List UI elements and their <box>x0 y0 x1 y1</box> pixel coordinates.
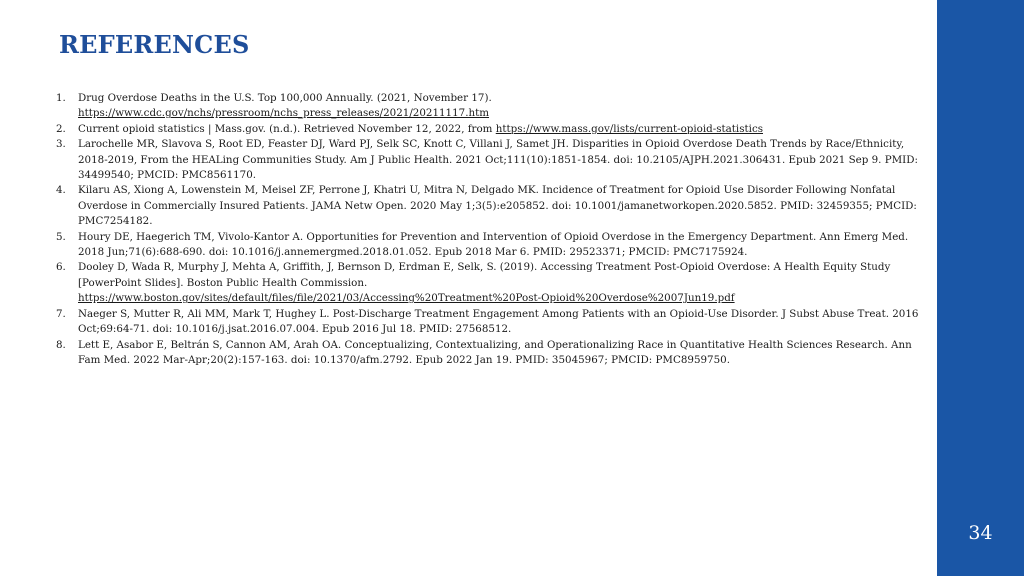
reference-number: 5. <box>56 230 66 243</box>
reference-text: Lett E, Asabor E, Beltrán S, Cannon AM, Arah OA. Conceptualizing, Contextualizing, and Operationalizing Race in Quantitative Health Sciences Research. Ann Fam Med. 2022 Mar-Apr;20(2):157-163. doi: 10.1370/afm.2792. Epub 2022 Jan 19. PMID: 35045967; PMCID: PMC8959750. <box>78 338 912 366</box>
reference-item <box>56 183 926 229</box>
reference-text: Houry DE, Haegerich TM, Vivolo-Kantor A. Opportunities for Prevention and Intervention of Opioid Overdose in the Emergency Department. Ann Emerg Med. 2018 Jun;71(6):688-690. doi: 10.1016/j.annemergmed.2018.01.052. Epub 2018 Mar 6. PMID: 29523371; PMCID: PMC7175924. <box>78 230 909 259</box>
reference-item <box>56 338 926 369</box>
reference-item <box>56 91 926 122</box>
reference-text: Larochelle MR, Slavova S, Root ED, Feaster DJ, Ward PJ, Selk SC, Knott C, Villani J, Samet JH. Disparities in Opioid Overdose Death Trends by Race/Ethnicity, 2018-2019, From the HEALing Communities Study. Am J Public Health. 2021 Oct;111(10):1851-1854. doi: 10.2105/AJPH.2021.306431. Epub 2021 Sep 9. PMID: 34499540; PMCID: PMC8561170. <box>78 138 918 182</box>
reference-number: 8. <box>56 338 66 351</box>
page-number: 34 <box>968 522 993 544</box>
reference-list <box>56 91 926 368</box>
reference-number: 1. <box>56 92 66 104</box>
reference-text: Current opioid statistics | Mass.gov. (n.d.). Retrieved November 12, 2022, from <box>78 122 493 135</box>
reference-item <box>56 137 926 183</box>
page-title: REFERENCES <box>59 30 250 59</box>
reference-text: Naeger S, Mutter R, Ali MM, Mark T, Hughey L. Post-Discharge Treatment Engagement Among Patients with an Opioid-Use Disorder. J Subst Abuse Treat. 2016 Oct;69:64-71. doi: 10.1016/j.jsat.2016.07.004. Epub 2016 Jul 18. PMID: 27568512. <box>78 307 919 336</box>
reference-text: Kilaru AS, Xiong A, Lowenstein M, Meisel ZF, Perrone J, Khatri U, Mitra N, Delgado MK. Incidence of Treatment for Opioid Use Disorder Following Nonfatal Overdose in Commercially Insured Patients. JAMA Netw Open. 2020 May 1;3(5):e205852. doi: 10.1001/jamanetworkopen.2020.5852. PMID: 32459355; PMCID: PMC7254182. <box>78 184 917 228</box>
reference-number: 7. <box>56 307 66 320</box>
reference-item <box>56 230 926 261</box>
reference-link[interactable]: https://www.mass.gov/lists/current-opioid-statistics <box>495 122 763 135</box>
reference-item <box>56 307 926 338</box>
reference-text: Dooley D, Wada R, Murphy J, Mehta A, Griffith, J, Bernson D, Erdman E, Selk, S. (2019). Accessing Treatment Post-Opioid Overdose: A Health Equity Study [PowerPoint Slides]. Boston Public Health Commission. <box>78 261 891 289</box>
reference-number: 2. <box>56 122 66 135</box>
reference-number: 3. <box>56 138 66 151</box>
reference-item <box>56 122 926 137</box>
reference-link[interactable]: https://www.cdc.gov/nchs/pressroom/nchs_press_releases/2021/20211117.htm <box>78 107 490 120</box>
reference-text: Drug Overdose Deaths in the U.S. Top 100,000 Annually. (2021, November 17). <box>78 92 492 104</box>
reference-number: 4. <box>56 184 66 197</box>
sidebar-accent-bar <box>937 0 1024 576</box>
reference-number: 6. <box>56 261 66 274</box>
reference-item <box>56 260 926 306</box>
reference-link[interactable]: https://www.boston.gov/sites/default/files/file/2021/03/Accessing%20Treatment%20Post-Opioid%20Overdose%2007Jun19.pdf <box>78 292 735 305</box>
